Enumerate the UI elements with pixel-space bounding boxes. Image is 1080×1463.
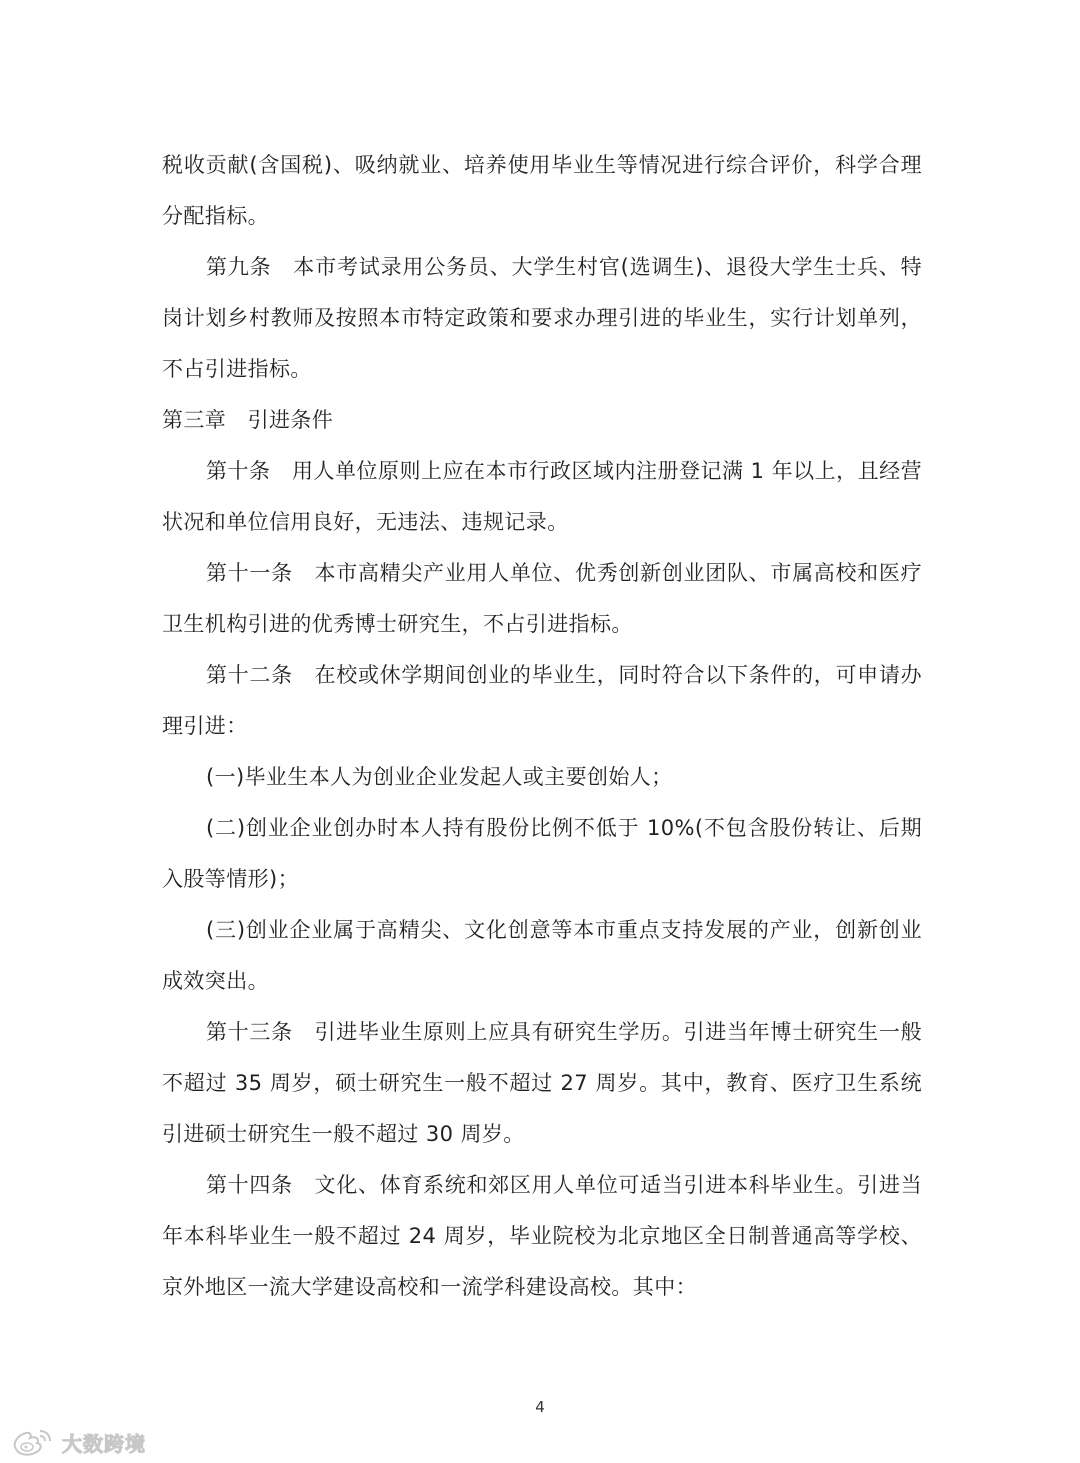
page-number: 4 [535, 1398, 545, 1416]
article-14: 第十四条 文化、体育系统和郊区用人单位可适当引进本科毕业生。引进当年本科毕业生一般不超过 24 周岁，毕业院校为北京地区全日制普通高等学校、京外地区一流大学建设高校和一流学科建设高校。其中： [162, 1173, 922, 1299]
article-12-item-2: (二)创业企业创办时本人持有股份比例不低于 10%(不包含股份转让、后期入股等情形)； [162, 816, 922, 891]
article-9: 第九条 本市考试录用公务员、大学生村官(选调生)、退役大学生士兵、特岗计划乡村教师及按照本市特定政策和要求办理引进的毕业生，实行计划单列，不占引进指标。 [162, 255, 922, 381]
weibo-logo-icon [10, 1427, 54, 1457]
article-10: 第十条 用人单位原则上应在本市行政区域内注册登记满 1 年以上，且经营状况和单位信用良好，无违法、违规记录。 [162, 459, 922, 534]
article-12-item-3: (三)创业企业属于高精尖、文化创意等本市重点支持发展的产业，创新创业成效突出。 [162, 918, 922, 993]
watermark-text: 大数跨境 [62, 1431, 146, 1456]
article-13: 第十三条 引进毕业生原则上应具有研究生学历。引进当年博士研究生一般不超过 35 周岁，硕士研究生一般不超过 27 周岁。其中，教育、医疗卫生系统引进硕士研究生一般不超过 30 周岁。 [162, 1020, 922, 1146]
paragraph-continuation: 税收贡献(含国税)、吸纳就业、培养使用毕业生等情况进行综合评价，科学合理分配指标。 [162, 153, 922, 228]
article-12-item-1: (一)毕业生本人为创业企业发起人或主要创始人； [206, 765, 673, 789]
article-11: 第十一条 本市高精尖产业用人单位、优秀创新创业团队、市属高校和医疗卫生机构引进的优秀博士研究生，不占引进指标。 [162, 561, 922, 636]
document-body [162, 140, 922, 1313]
article-12: 第十二条 在校或休学期间创业的毕业生，同时符合以下条件的，可申请办理引进： [162, 663, 922, 738]
chapter-heading: 第三章 引进条件 [162, 408, 334, 432]
watermark [10, 1425, 146, 1459]
